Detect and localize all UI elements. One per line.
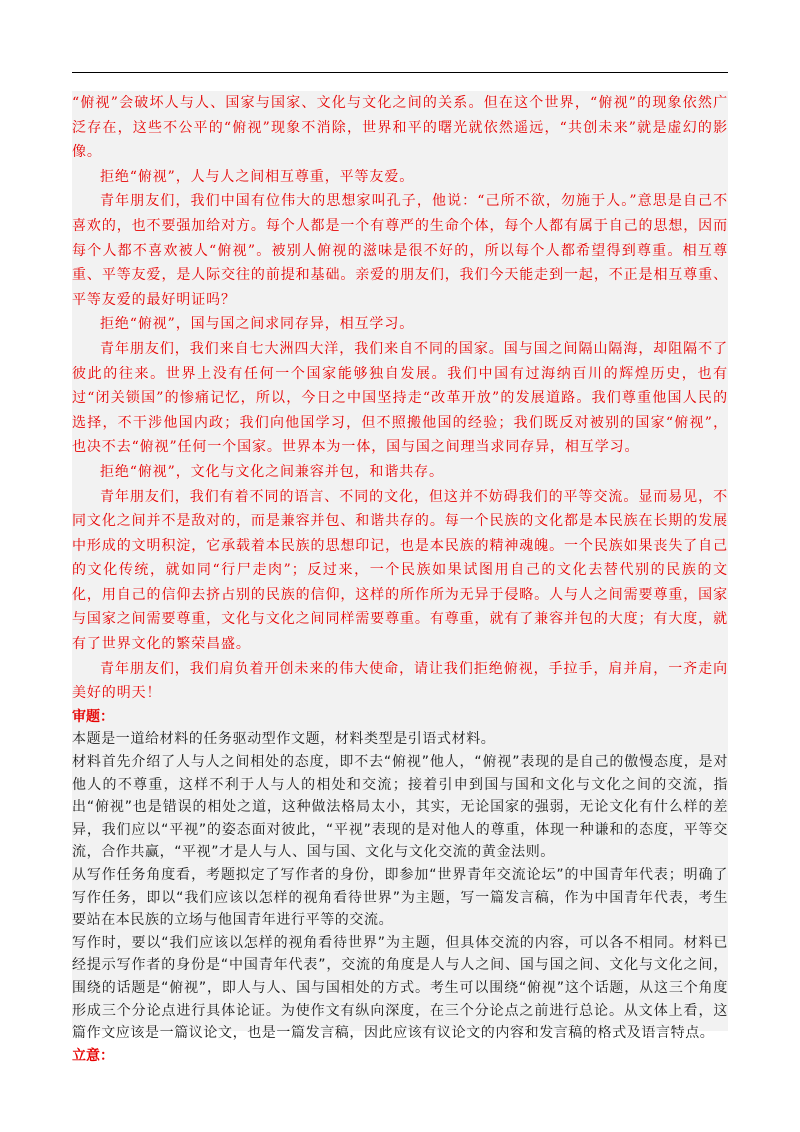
intent-heading: 立意： <box>72 1047 114 1064</box>
essay-point-heading: 拒绝“俯视”，国与国之间求同存异，相互学习。 <box>100 316 415 333</box>
essay-paragraph: 青年朋友们，我们肩负着开创未来的伟大使命，请让我们拒绝俯视，手拉手，肩并肩，一齐走向美好的明天！ <box>72 660 728 702</box>
analysis-heading: 审题： <box>72 708 114 725</box>
essay-paragraph: 青年朋友们，我们来自七大洲四大洋，我们来自不同的国家。国与国之间隔山隔海，却阻隔不了彼此的往来。世界上没有任何一个国家能够独自发展。我们中国有过海纳百川的辉煌历史，也有过“闭关锁国”的惨痛记忆，所以，今日之中国坚持走“改革开放”的发展道路。我们尊重他国人民的选择，不干涉他国内政；我们向他国学习，但不照搬他国的经验；我们既反对被别的国家“俯视”，也决不去“俯视”任何一个国家。世界本为一体，国与国之间理当求同存异，相互学习。 <box>72 340 728 456</box>
analysis-paragraph: 写作时，要以“我们应该以怎样的视角看待世界”为主题，但具体交流的内容，可以各不相同。材料已经提示写作者的身份是“中国青年代表”，交流的角度是人与人之间、国与国之间、文化与文化之间，围绕的话题是“俯视”，即人与人、国与国相处的方式。考生可以围绕“俯视”这个话题，从这三个角度形成三个分论点进行具体论证。为使作文有纵向深度，在三个分论点之前进行总论。从文体上看，这篇作文应该是一篇议论文，也是一篇发言稿，因此应该有议论文的内容和发言稿的格式及语言特点。 <box>72 934 728 1042</box>
essay-paragraph: 青年朋友们，我们中国有位伟大的思想家叫孔子，他说：“己所不欲，勿施于人。”意思是自己不喜欢的，也不要强加给对方。每个人都是一个有尊严的生命个体，每个人都有属于自己的思想，因而每个人都不喜欢被人“俯视”。被别人俯视的滋味是很不好的，所以每个人都希望得到尊重。相互尊重、平等友爱，是人际交往的前提和基础。亲爱的朋友们，我们今天能走到一起，不正是相互尊重、平等友爱的最好明证吗？ <box>72 193 728 308</box>
essay-paragraph: “俯视”会破坏人与人、国家与国家、文化与文化之间的关系。但在这个世界，“俯视”的现象依然广泛存在，这些不公平的“俯视”现象不消除，世界和平的曙光就依然遥远，“共创未来”就是虚幻的影像。 <box>72 95 728 161</box>
essay-point-heading: 拒绝“俯视”，文化与文化之间兼容并包，和谐共存。 <box>100 463 444 480</box>
essay-paragraph: 青年朋友们，我们有着不同的语言、不同的文化，但这并不妨碍我们的平等交流。显而易见，不同文化之间并不是敌对的，而是兼容并包、和谐共存的。每一个民族的文化都是本民族在长期的发展中形成的文明积淀，它承载着本民族的思想印记，也是本民族的精神魂魄。一个民族如果丧失了自己的文化传统，就如同“行尸走肉”；反过来，一个民族如果试图用自己的文化去替代别的民族的文化，用自己的信仰去挤占别的民族的信仰，这样的所作所为无异于侵略。人与人之间需要尊重，国家与国家之间需要尊重，文化与文化之间同样需要尊重。有尊重，就有了兼容并包的大度；有大度，就有了世界文化的繁荣昌盛。 <box>72 488 728 653</box>
analysis-paragraph: 材料首先介绍了人与人之间相处的态度，即不去“俯视”他人，“俯视”表现的是自己的傲慢态度，是对他人的不尊重，这样不利于人与人的相处和交流；接着引申到国与国和文化与文化之间的交流，指出“俯视”也是错误的相处之道，这种做法格局太小，其实，无论国家的强弱，无论文化有什么样的差异，我们应以“平视”的姿态面对彼此，“平视”表现的是对他人的尊重，体现一种谦和的态度，平等交流，合作共赢，“平视”才是人与人、国与国、文化与文化交流的黄金法则。 <box>72 754 728 861</box>
essay-point-heading: 拒绝“俯视”，人与人之间相互尊重，平等友爱。 <box>100 168 415 185</box>
header-rule <box>72 72 728 73</box>
analysis-paragraph: 从写作任务角度看，考题拟定了写作者的身份，即参加“世界青年交流论坛”的中国青年代表；明确了写作任务，即以“我们应该以怎样的视角看待世界”为主题，写一篇发言稿，作为中国青年代表，考生要站在本民族的立场与他国青年进行平等的交流。 <box>72 867 728 929</box>
document-body <box>72 91 728 1064</box>
analysis-paragraph: 本题是一道给材料的任务驱动型作文题，材料类型是引语式材料。 <box>72 731 496 748</box>
